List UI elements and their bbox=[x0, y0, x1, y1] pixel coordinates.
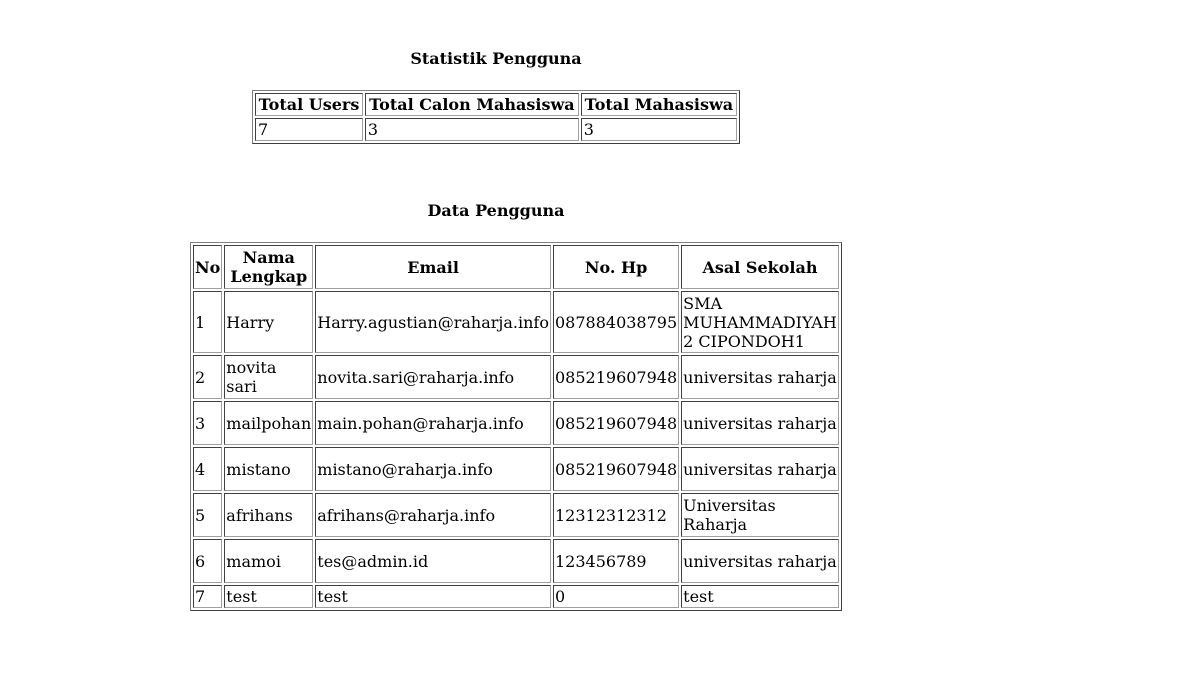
stats-value-total-users: 7 bbox=[255, 118, 363, 141]
cell-hp: 123456789 bbox=[553, 539, 679, 583]
cell-email: mistano@raharja.info bbox=[315, 447, 551, 491]
stats-value-total-mahasiswa: 3 bbox=[581, 118, 737, 141]
cell-email: afrihans@raharja.info bbox=[315, 493, 551, 537]
cell-school: SMA MUHAMMADIYAH 2 CIPONDOH1 bbox=[681, 291, 839, 353]
cell-name: test bbox=[224, 585, 313, 608]
cell-school: universitas raharja bbox=[681, 447, 839, 491]
cell-no: 5 bbox=[193, 493, 222, 537]
stats-title: Statistik Pengguna bbox=[410, 49, 582, 68]
cell-name: novita sari bbox=[224, 355, 313, 399]
cell-school: universitas raharja bbox=[681, 539, 839, 583]
cell-hp: 085219607948 bbox=[553, 401, 679, 445]
stats-header-total-calon-mahasiswa: Total Calon Mahasiswa bbox=[365, 93, 579, 116]
cell-name: Harry bbox=[224, 291, 313, 353]
table-row bbox=[193, 355, 839, 399]
cell-school: universitas raharja bbox=[681, 355, 839, 399]
cell-name: mailpohan bbox=[224, 401, 313, 445]
cell-school: universitas raharja bbox=[681, 401, 839, 445]
cell-hp: 087884038795 bbox=[553, 291, 679, 353]
stats-value-total-calon-mahasiswa: 3 bbox=[365, 118, 579, 141]
table-row bbox=[193, 493, 839, 537]
header-nama-lengkap: Nama Lengkap bbox=[224, 245, 313, 289]
users-title: Data Pengguna bbox=[427, 201, 565, 220]
cell-no: 7 bbox=[193, 585, 222, 608]
cell-hp: 085219607948 bbox=[553, 355, 679, 399]
header-email: Email bbox=[315, 245, 551, 289]
cell-hp: 12312312312 bbox=[553, 493, 679, 537]
header-asal-sekolah: Asal Sekolah bbox=[681, 245, 839, 289]
table-row bbox=[193, 291, 839, 353]
cell-school: Universitas Raharja bbox=[681, 493, 839, 537]
cell-name: afrihans bbox=[224, 493, 313, 537]
stats-header-row bbox=[255, 93, 737, 116]
cell-email: test bbox=[315, 585, 551, 608]
cell-no: 6 bbox=[193, 539, 222, 583]
cell-name: mamoi bbox=[224, 539, 313, 583]
cell-email: tes@admin.id bbox=[315, 539, 551, 583]
stats-table bbox=[252, 90, 740, 144]
cell-hp: 085219607948 bbox=[553, 447, 679, 491]
table-row bbox=[193, 447, 839, 491]
cell-no: 2 bbox=[193, 355, 222, 399]
cell-email: Harry.agustian@raharja.info bbox=[315, 291, 551, 353]
cell-email: novita.sari@raharja.info bbox=[315, 355, 551, 399]
stats-header-total-mahasiswa: Total Mahasiswa bbox=[581, 93, 737, 116]
header-no: No bbox=[193, 245, 222, 289]
cell-no: 1 bbox=[193, 291, 222, 353]
cell-hp: 0 bbox=[553, 585, 679, 608]
table-row bbox=[193, 539, 839, 583]
cell-email: main.pohan@raharja.info bbox=[315, 401, 551, 445]
cell-school: test bbox=[681, 585, 839, 608]
table-row bbox=[193, 585, 839, 608]
users-header-row bbox=[193, 245, 839, 289]
users-table bbox=[190, 242, 842, 611]
cell-no: 4 bbox=[193, 447, 222, 491]
stats-value-row bbox=[255, 118, 737, 141]
stats-header-total-users: Total Users bbox=[255, 93, 363, 116]
header-no-hp: No. Hp bbox=[553, 245, 679, 289]
cell-name: mistano bbox=[224, 447, 313, 491]
cell-no: 3 bbox=[193, 401, 222, 445]
table-row bbox=[193, 401, 839, 445]
